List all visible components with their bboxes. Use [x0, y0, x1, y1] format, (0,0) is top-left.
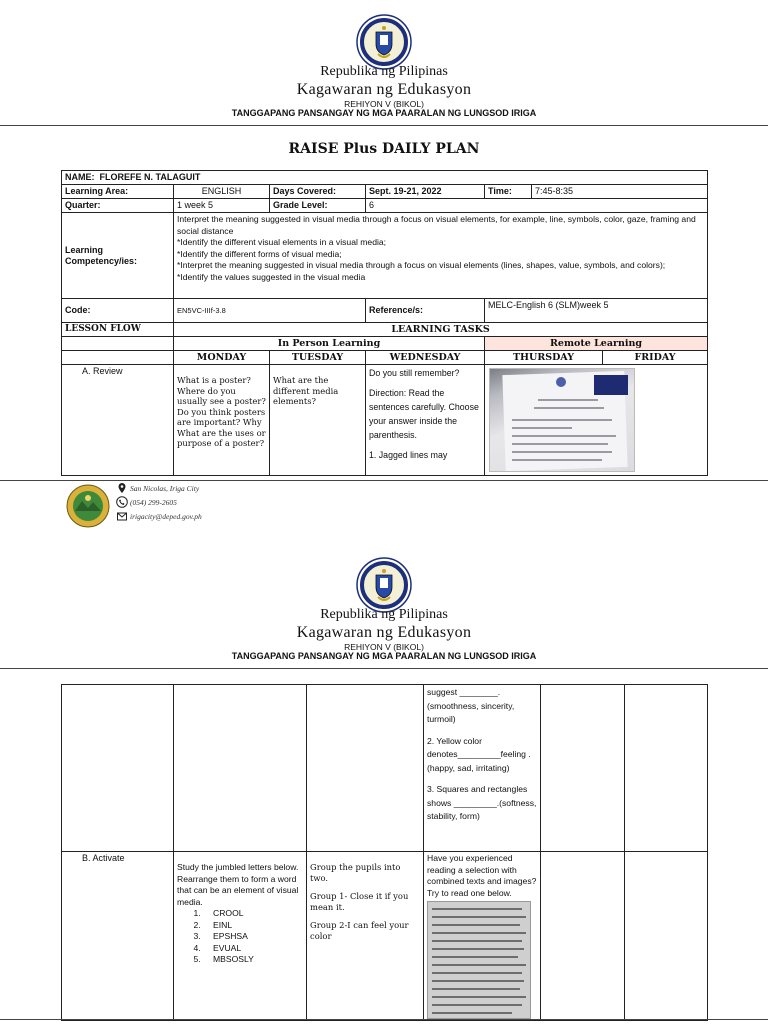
header-department: Kagawaran ng Edukasyon	[296, 624, 472, 641]
daily-plan-table	[61, 170, 708, 476]
review-question: Where do you usually see a poster?	[177, 385, 266, 406]
blank-cell	[174, 685, 307, 852]
header-republic: Republika ng Pilipinas	[320, 64, 448, 79]
page-gap	[0, 530, 768, 545]
blank-cell	[62, 685, 174, 852]
learning-tasks-label: LEARNING TASKS	[174, 323, 708, 337]
reference-value: MELC-English 6 (SLM)week 5	[485, 299, 708, 323]
review-question: Do you think posters are important? Why	[177, 406, 266, 427]
review-remote-cell	[485, 365, 708, 476]
competency-list	[174, 213, 708, 299]
day-tuesday: TUESDAY	[270, 351, 366, 365]
competency-line: *Identify the different visual elements in a visual media;	[177, 237, 387, 247]
blank-cell	[625, 852, 708, 1021]
learning-area-value: ENGLISH	[174, 185, 270, 199]
day-friday: FRIDAY	[603, 351, 708, 365]
activate-instructions: Study the jumbled letters below. Rearrange them to form a word that can be an element of visual media.	[177, 862, 299, 907]
footer-email: irigacity@deped.gov.ph	[130, 512, 202, 521]
header-division: TANGGAPANG PANSANGAY NG MGA PAARALAN NG LUNGSOD IRIGA	[231, 108, 537, 118]
activate-tue-line: Group 2-I can feel your color	[310, 920, 409, 941]
activate-tue-line: Group the pupils into two.	[310, 862, 401, 883]
competency-line: *Identify the different forms of visual media;	[177, 248, 342, 259]
competency-line: Interpret the meaning suggested in visual media through a focus on visual elements, for example, line, symbols, color, gaze, framing and social distance	[177, 214, 696, 236]
phone-icon	[116, 496, 128, 508]
jumbled-word: 1. CROOL	[203, 908, 303, 920]
review-tuesday: What are the different media elements?	[270, 365, 366, 476]
reading-selection-image	[427, 901, 531, 1019]
blank-cell	[541, 852, 625, 1021]
page-bottom-rule	[0, 1019, 768, 1020]
iriga-city-seal-icon	[66, 484, 110, 528]
footer-phone: (054) 299-2605	[130, 498, 177, 507]
review-label: A. Review	[62, 365, 174, 476]
competency-label: Learning Competency/ies:	[62, 213, 174, 299]
header-division: TANGGAPANG PANSANGAY NG MGA PAARALAN NG LUNGSOD IRIGA	[231, 651, 537, 661]
header-rule	[0, 125, 768, 126]
activate-tue-line: Group 1- Close it if you mean it.	[310, 891, 409, 912]
review-wed-direction: Direction: Read the sentences carefully. Choose your answer inside the parenthesis.	[369, 388, 479, 440]
location-pin-icon	[116, 482, 128, 494]
header-rule	[0, 668, 768, 669]
name-row: NAME: FLOREFE N. TALAGUIT	[62, 171, 708, 185]
jumbled-word: 2. EINL	[203, 920, 303, 932]
page-2	[0, 545, 768, 1024]
document-title: RAISE Plus DAILY PLAN	[288, 141, 480, 157]
header-region: REHIYON V (BIKOL)	[344, 99, 424, 109]
remote-learning-label: Remote Learning	[485, 337, 708, 351]
review-wed-item: 3. Squares and rectangles shows _________.(softness, stability, form)	[427, 784, 537, 821]
blank-cell	[541, 685, 625, 852]
in-person-label: In Person Learning	[174, 337, 485, 351]
grade-level-label: Grade Level:	[270, 199, 366, 213]
jumbled-word: 5. MBSOSLY	[203, 954, 303, 966]
day-thursday: THURSDAY	[485, 351, 603, 365]
activate-monday	[174, 852, 307, 1021]
review-wed-item: 2. Yellow color denotes_________feeling .(happy, sad, irritating)	[427, 735, 531, 773]
header-department: Kagawaran ng Edukasyon	[296, 81, 472, 98]
learning-area-label: Learning Area:	[62, 185, 174, 199]
jumbled-word: 4. EVUAL	[203, 943, 303, 955]
seal-icon	[556, 377, 566, 387]
module-photo	[489, 368, 635, 472]
competency-line: *Identify the values suggested in the visual media	[177, 271, 366, 282]
blank-cell	[625, 685, 708, 852]
days-covered-value: Sept. 19-21, 2022	[366, 185, 485, 199]
module-badge	[594, 375, 628, 395]
day-wednesday: WEDNESDAY	[366, 351, 485, 365]
blank-cell	[62, 337, 174, 351]
activate-tuesday	[307, 852, 424, 1021]
activate-wed-text: Have you experienced reading a selection with combined texts and images? Try to read one below.	[427, 853, 537, 898]
quarter-label: Quarter:	[62, 199, 174, 213]
daily-plan-table-continued	[61, 684, 708, 1021]
header-republic: Republika ng Pilipinas	[320, 607, 448, 622]
quarter-value: 1 week 5	[174, 199, 270, 213]
review-monday	[174, 365, 270, 476]
activate-wednesday	[424, 852, 541, 1021]
review-wed-item: suggest ________. (smoothness, sincerity, turmoil)	[427, 687, 515, 724]
teacher-name: FLOREFE N. TALAGUIT	[99, 172, 201, 182]
review-wed-item: 1. Jagged lines may	[369, 450, 448, 460]
days-covered-label: Days Covered:	[270, 185, 366, 199]
time-label: Time:	[485, 185, 532, 199]
lesson-flow-label: LESSON FLOW	[62, 323, 174, 337]
deped-seal-icon	[356, 557, 412, 613]
blank-cell	[307, 685, 424, 852]
email-icon	[116, 510, 128, 522]
review-wednesday	[366, 365, 485, 476]
competency-line: *Interpret the meaning suggested in visual media through a focus on visual elements (lines, shapes, value, symbols, and colors);	[177, 260, 666, 270]
day-monday: MONDAY	[174, 351, 270, 365]
review-wednesday-continued	[424, 685, 541, 852]
review-wed-line: Do you still remember?	[369, 368, 460, 378]
reference-label: Reference/s:	[366, 299, 485, 323]
blank-cell	[62, 351, 174, 365]
deped-seal-icon	[356, 14, 412, 70]
review-question: What are the uses or purpose of a poster?	[177, 427, 266, 448]
header-region: REHIYON V (BIKOL)	[344, 642, 424, 652]
code-value: EN5VC-IIIf-3.8	[174, 299, 366, 323]
time-value: 7:45-8:35	[532, 185, 708, 199]
grade-level-value: 6	[366, 199, 708, 213]
code-label: Code:	[62, 299, 174, 323]
activate-label: B. Activate	[62, 852, 174, 1021]
jumbled-word: 3. EPSHSA	[203, 931, 303, 943]
footer-address: San Nicolas, Iriga City	[130, 484, 200, 493]
review-question: What is a poster?	[177, 375, 251, 385]
